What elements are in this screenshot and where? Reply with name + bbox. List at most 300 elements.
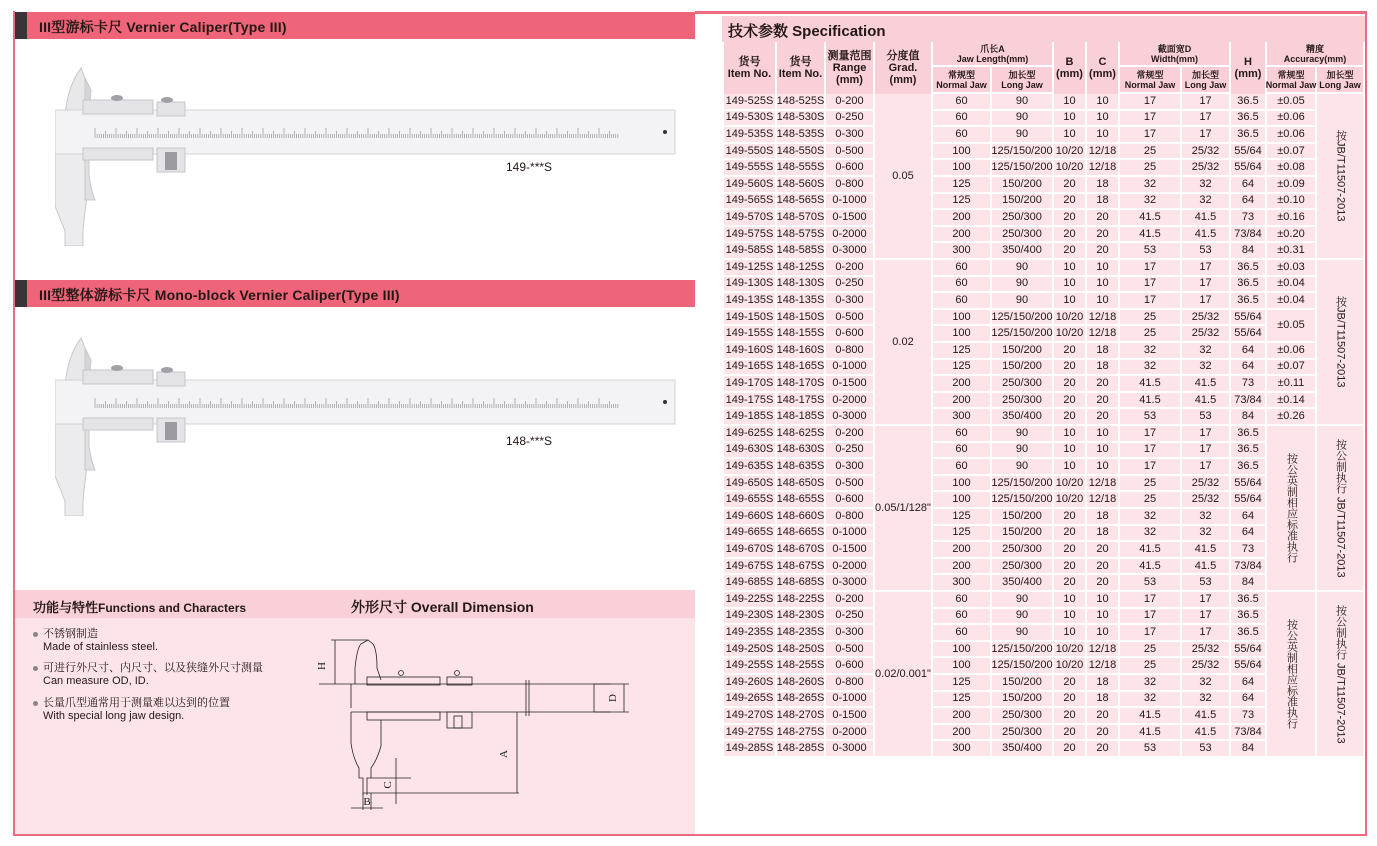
table-cell-text: 53: [1199, 576, 1212, 589]
table-cell: [933, 127, 990, 142]
table-cell-text: 17: [1199, 426, 1212, 439]
table-cell: [826, 94, 873, 109]
accuracy-merged-cell: [1267, 310, 1315, 341]
table-cell-text: 200: [952, 210, 971, 223]
table-cell-text: 53: [1143, 410, 1157, 423]
table-cell: [933, 575, 990, 590]
table-cell-text: 20: [1096, 376, 1109, 389]
table-cell: [933, 642, 990, 657]
table-cell-text: 20: [1096, 742, 1109, 755]
table-cell: [1231, 426, 1265, 441]
table-cell: [1182, 243, 1229, 258]
table-cell-text: 148-230S: [776, 609, 825, 622]
table-cell: [1087, 409, 1118, 424]
table-cell: [992, 509, 1052, 524]
table-cell-text: 17: [1199, 443, 1212, 456]
table-cell: [1182, 94, 1229, 109]
table-cell-text: ±0.06: [1277, 127, 1305, 140]
table-cell-text: 0-2000: [832, 559, 867, 572]
table-cell-text: 20: [1063, 559, 1076, 572]
header-item-no-text: 货号: [789, 56, 812, 68]
table-cell-text: 10: [1096, 609, 1109, 622]
bullet-icon: [33, 701, 38, 706]
table-cell-text: 250/300: [1002, 210, 1042, 223]
table-cell: [933, 210, 990, 225]
caliper-drawing: [55, 338, 675, 516]
table-cell: [1267, 227, 1315, 242]
table-cell: [933, 625, 990, 640]
table-cell-text: 84: [1241, 244, 1255, 257]
table-cell-text: 20: [1063, 675, 1076, 688]
table-cell-text: 148-165S: [776, 360, 825, 373]
table-cell: [1087, 343, 1118, 358]
header-accuracy-text: 精度: [1305, 43, 1324, 54]
table-cell-text: 20: [1063, 576, 1076, 589]
overall-dimension-diagram: [311, 628, 641, 818]
table-cell: [1231, 609, 1265, 624]
header-grad: [875, 42, 931, 94]
standard-note-cell: [1267, 426, 1315, 590]
table-cell-text: 0-300: [835, 127, 864, 140]
table-cell-text: 150/200: [1002, 194, 1042, 207]
table-cell: [1087, 492, 1118, 507]
table-cell: [1054, 609, 1085, 624]
table-cell-text: 25/32: [1191, 327, 1220, 340]
table-cell-text: 60: [955, 592, 968, 605]
table-cell-text: 148-130S: [776, 277, 825, 290]
table-cell: [1087, 177, 1118, 192]
table-cell-text: 125: [952, 194, 971, 207]
table-cell-text: 10: [1096, 592, 1109, 605]
standard-note-cell: [1317, 94, 1363, 258]
table-cell-text: 0-800: [835, 177, 864, 190]
table-cell: [724, 426, 775, 441]
table-cell-text: 41.5: [1194, 227, 1217, 240]
table-cell: [826, 492, 873, 507]
table-cell-text: 148-625S: [776, 426, 825, 439]
table-cell: [933, 144, 990, 159]
table-cell: [992, 277, 1052, 292]
table-cell: [826, 443, 873, 458]
table-cell: [826, 509, 873, 524]
table-cell-text: ±0.11: [1277, 376, 1305, 389]
table-cell-text: 200: [952, 376, 971, 389]
table-cell-text: 25/32: [1191, 476, 1220, 489]
table-cell-text: 149-135S: [725, 293, 774, 306]
table-cell: [826, 326, 873, 341]
movable-jaw-lower: [367, 720, 381, 795]
table-cell-text: ±0.09: [1277, 177, 1305, 190]
table-cell: [1267, 210, 1315, 225]
grad-cell: [875, 426, 931, 590]
feature-en: Can measure OD, ID.: [43, 675, 149, 687]
table-cell-text: 64: [1241, 177, 1255, 190]
table-cell: [1231, 94, 1265, 109]
table-cell-text: 150/200: [1002, 675, 1042, 688]
table-cell-text: 125/150/200: [991, 493, 1053, 506]
table-cell: [992, 376, 1052, 391]
table-cell: [1267, 194, 1315, 209]
table-cell: [1182, 526, 1229, 541]
table-cell-text: 200: [952, 227, 971, 240]
table-cell-text: 149-230S: [725, 609, 774, 622]
table-cell: [777, 692, 824, 707]
table-cell: [826, 194, 873, 209]
table-cell: [826, 658, 873, 673]
table-cell: [1087, 127, 1118, 142]
table-cell-text: 149-160S: [725, 343, 774, 356]
table-cell: [826, 376, 873, 391]
dim-label-d: D: [607, 694, 619, 702]
table-cell: [1087, 360, 1118, 375]
table-cell: [1231, 559, 1265, 574]
table-cell: [1087, 293, 1118, 308]
table-cell-text: 41.5: [1139, 708, 1161, 721]
table-cell: [933, 426, 990, 441]
table-cell: [724, 227, 775, 242]
table-cell: [826, 476, 873, 491]
table-cell-text: 17: [1143, 625, 1157, 638]
table-cell-text: 149-170S: [725, 376, 774, 389]
table-cell-text: 73/84: [1234, 227, 1262, 240]
table-cell-text: 300: [952, 742, 971, 755]
table-cell-text: 148-160S: [776, 343, 825, 356]
table-cell: [992, 426, 1052, 441]
table-cell: [1120, 526, 1180, 541]
table-cell-text: 32: [1199, 177, 1212, 190]
table-cell: [777, 310, 824, 325]
table-cell: [724, 741, 775, 756]
table-cell: [777, 210, 824, 225]
table-cell-text: 53: [1199, 244, 1212, 257]
feature-en: Made of stainless steel.: [43, 641, 158, 653]
table-cell-text: 41.5: [1139, 210, 1161, 223]
table-cell-text: 0-3000: [832, 244, 867, 257]
table-cell-text: 36.5: [1237, 592, 1259, 605]
standard-note-text: 按公制执行 JB/T11507-2013: [1334, 438, 1347, 578]
table-cell-text: 0-2000: [832, 393, 867, 406]
main-beam: [55, 110, 675, 154]
table-cell-text: 18: [1096, 343, 1109, 356]
table-cell: [1054, 459, 1085, 474]
table-cell-text: 148-235S: [776, 625, 825, 638]
table-cell-text: 60: [955, 111, 968, 124]
table-cell: [826, 343, 873, 358]
table-cell: [1120, 609, 1180, 624]
table-cell-text: 10: [1063, 459, 1076, 472]
table-cell: [724, 459, 775, 474]
table-cell: [1087, 658, 1118, 673]
table-cell: [1054, 227, 1085, 242]
section-title: III型游标卡尺 Vernier Caliper(Type III): [39, 19, 287, 35]
table-cell: [992, 243, 1052, 258]
table-cell: [1087, 210, 1118, 225]
table-cell-text: 53: [1199, 410, 1212, 423]
table-cell-text: 17: [1143, 609, 1157, 622]
table-cell-text: 20: [1063, 692, 1076, 705]
lock-screw: [111, 95, 123, 101]
table-cell: [1267, 111, 1315, 126]
table-cell-text: 41.5: [1194, 542, 1217, 555]
header-b-text: B: [1065, 56, 1074, 68]
beam-bottom-edge: [351, 684, 611, 712]
standard-note-text: 按JB/T11507-2013: [1334, 296, 1347, 388]
table-cell-text: 73: [1241, 708, 1255, 721]
table-cell: [1087, 725, 1118, 740]
table-cell: [1120, 492, 1180, 507]
header-jaw-normal-text: 常规型: [947, 69, 975, 80]
table-cell: [724, 260, 775, 275]
table-cell: [724, 526, 775, 541]
table-cell: [1087, 376, 1118, 391]
lock-screw: [111, 365, 123, 371]
table-cell-text: 100: [952, 161, 971, 174]
table-cell: [1182, 741, 1229, 756]
table-cell: [1231, 293, 1265, 308]
table-cell: [933, 194, 990, 209]
table-cell: [1120, 194, 1180, 209]
table-cell: [724, 492, 775, 507]
bullet-icon: [33, 632, 38, 637]
table-cell: [992, 658, 1052, 673]
table-cell: [992, 194, 1052, 209]
table-cell: [777, 227, 824, 242]
table-cell: [1182, 310, 1229, 325]
header-jaw-normal: [933, 67, 990, 92]
table-cell-text: 36.5: [1237, 277, 1259, 290]
table-cell-text: 149-255S: [725, 659, 774, 672]
table-cell-text: 36.5: [1237, 293, 1259, 306]
table-cell-text: 0-800: [835, 343, 864, 356]
table-cell-text: 17: [1143, 459, 1157, 472]
table-cell: [933, 293, 990, 308]
table-cell-text: 53: [1143, 742, 1157, 755]
header-c-text: (mm): [1089, 68, 1116, 80]
header-h: [1231, 42, 1265, 94]
table-cell-text: 73/84: [1234, 393, 1262, 406]
table-cell-text: 149-565S: [725, 194, 774, 207]
table-cell: [933, 111, 990, 126]
table-cell-text: 64: [1241, 692, 1255, 705]
table-cell-text: 55/64: [1234, 493, 1262, 506]
table-cell: [1054, 692, 1085, 707]
table-cell-text: 60: [955, 625, 968, 638]
table-cell: [777, 194, 824, 209]
table-cell: [1120, 592, 1180, 607]
table-cell-text: 149-550S: [725, 144, 774, 157]
table-cell: [1120, 127, 1180, 142]
table-cell: [1182, 343, 1229, 358]
table-cell: [1267, 144, 1315, 159]
table-cell: [1087, 310, 1118, 325]
table-cell-text: 148-285S: [776, 742, 825, 755]
table-cell: [724, 409, 775, 424]
table-cell-text: 20: [1063, 343, 1076, 356]
table-cell-text: 10/20: [1055, 642, 1084, 655]
table-cell: [1182, 426, 1229, 441]
table-cell-text: 55/64: [1234, 144, 1262, 157]
table-cell: [1182, 725, 1229, 740]
grad-cell: [875, 94, 931, 258]
table-cell-text: ±0.20: [1277, 227, 1305, 240]
table-cell-text: 41.5: [1139, 542, 1161, 555]
dim-label-h: H: [316, 662, 328, 670]
table-cell: [826, 741, 873, 756]
feature-cn: 长量爪型通常用于测量难以达到的位置: [43, 697, 230, 709]
table-cell-text: 20: [1063, 393, 1076, 406]
table-cell-text: 10: [1096, 111, 1109, 124]
table-cell: [1231, 210, 1265, 225]
table-cell: [1087, 625, 1118, 640]
table-cell: [1054, 210, 1085, 225]
table-cell-text: 0-1500: [832, 542, 867, 555]
lower-jaw-movable: [85, 160, 95, 200]
table-cell: [1231, 393, 1265, 408]
table-cell: [1120, 210, 1180, 225]
table-cell-text: ±0.04: [1277, 277, 1305, 290]
table-cell: [992, 310, 1052, 325]
table-cell-text: 41.5: [1194, 210, 1217, 223]
table-cell: [1120, 459, 1180, 474]
table-cell-text: 10: [1063, 426, 1076, 439]
table-cell: [826, 177, 873, 192]
table-cell-text: 55/64: [1234, 659, 1262, 672]
header-width-normal-text: Normal Jaw: [1124, 79, 1176, 90]
functions-title-en: Functions and Characters: [98, 601, 247, 615]
table-cell-text: 20: [1063, 410, 1076, 423]
table-cell: [777, 642, 824, 657]
table-cell: [1231, 476, 1265, 491]
table-cell-text: 25/32: [1191, 161, 1220, 174]
table-cell-text: 84: [1241, 576, 1255, 589]
table-cell: [1120, 575, 1180, 590]
header-c: [1087, 42, 1118, 94]
table-cell-text: 200: [952, 393, 971, 406]
table-cell: [1231, 360, 1265, 375]
table-cell-text: 250/300: [1002, 376, 1042, 389]
table-cell: [992, 692, 1052, 707]
table-cell: [1087, 476, 1118, 491]
table-cell: [826, 592, 873, 607]
table-cell: [724, 194, 775, 209]
table-cell: [1054, 277, 1085, 292]
table-cell-text: 64: [1241, 194, 1255, 207]
table-cell-text: 150/200: [1002, 343, 1042, 356]
table-cell: [724, 127, 775, 142]
table-cell-text: 0-200: [835, 426, 864, 439]
table-cell: [777, 111, 824, 126]
table-cell: [1231, 492, 1265, 507]
table-cell-text: 0-3000: [832, 576, 867, 589]
table-cell: [1120, 227, 1180, 242]
table-cell-text: 148-125S: [776, 260, 825, 273]
table-cell: [1182, 194, 1229, 209]
table-cell-text: 125/150/200: [991, 161, 1053, 174]
table-cell-text: 149-285S: [725, 742, 774, 755]
table-cell-text: 10: [1063, 94, 1076, 107]
table-cell-text: 41.5: [1194, 559, 1217, 572]
table-cell: [1120, 426, 1180, 441]
table-cell-text: 25: [1143, 161, 1157, 174]
table-cell: [1054, 526, 1085, 541]
table-cell-text: 149-150S: [725, 310, 774, 323]
table-cell: [1120, 360, 1180, 375]
table-cell: [1054, 127, 1085, 142]
table-cell-text: 0-300: [835, 459, 864, 472]
table-cell: [1054, 741, 1085, 756]
table-cell: [1182, 360, 1229, 375]
main-beam: [55, 380, 675, 424]
table-cell-text: 20: [1063, 227, 1076, 240]
table-cell-text: 20: [1063, 725, 1076, 738]
grad-cell: [875, 260, 931, 424]
table-cell-text: 148-635S: [776, 459, 825, 472]
table-cell-text: 10: [1063, 293, 1076, 306]
table-cell-text: 10/20: [1055, 310, 1084, 323]
table-cell-text: 148-670S: [776, 542, 825, 555]
table-cell-text: 148-630S: [776, 443, 825, 456]
table-cell: [1120, 559, 1180, 574]
table-cell-text: 149-560S: [725, 177, 774, 190]
table-cell-text: 10: [1063, 625, 1076, 638]
table-cell-text: 149-535S: [725, 127, 774, 140]
table-cell: [1267, 293, 1315, 308]
table-cell: [933, 409, 990, 424]
table-cell-text: 18: [1096, 692, 1109, 705]
table-cell-text: 149-235S: [725, 625, 774, 638]
table-cell-text: 25/32: [1191, 144, 1220, 157]
table-cell: [1231, 343, 1265, 358]
table-cell-text: 55/64: [1234, 476, 1262, 489]
table-cell: [724, 575, 775, 590]
table-cell: [777, 708, 824, 723]
table-cell: [992, 708, 1052, 723]
table-cell-text: 0-2000: [832, 725, 867, 738]
table-cell: [1087, 692, 1118, 707]
table-cell: [1054, 443, 1085, 458]
table-cell-text: 10/20: [1055, 659, 1084, 672]
section-marker: [15, 12, 27, 39]
table-cell: [724, 443, 775, 458]
table-cell-text: 18: [1096, 360, 1109, 373]
table-cell: [1087, 277, 1118, 292]
table-cell-text: 148-270S: [776, 708, 825, 721]
table-cell: [777, 609, 824, 624]
table-cell-text: 36.5: [1237, 94, 1259, 107]
table-cell-text: 17: [1143, 127, 1157, 140]
table-cell: [933, 393, 990, 408]
table-cell: [826, 260, 873, 275]
table-cell: [1267, 160, 1315, 175]
table-cell: [1054, 542, 1085, 557]
table-cell-text: 149-250S: [725, 642, 774, 655]
table-cell: [724, 542, 775, 557]
table-cell: [724, 210, 775, 225]
table-cell: [1054, 194, 1085, 209]
table-cell-text: 149-275S: [725, 725, 774, 738]
table-cell-text: 125: [952, 692, 971, 705]
table-cell: [1231, 642, 1265, 657]
table-cell: [1231, 708, 1265, 723]
table-cell: [1087, 426, 1118, 441]
table-cell: [992, 127, 1052, 142]
table-cell: [1087, 559, 1118, 574]
table-cell: [1182, 160, 1229, 175]
header-acc-normal: [1267, 67, 1315, 92]
table-cell: [933, 658, 990, 673]
table-cell: [1087, 542, 1118, 557]
table-cell: [992, 492, 1052, 507]
